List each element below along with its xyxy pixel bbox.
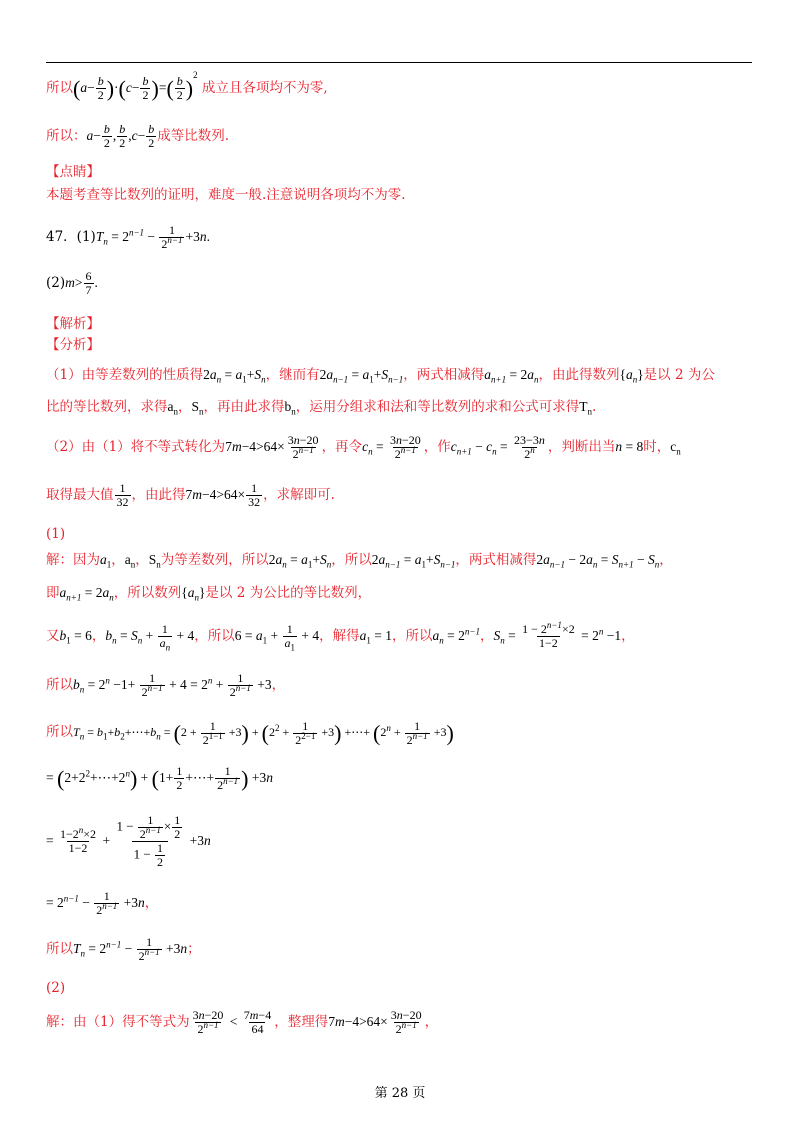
solution-line-9: 所以$T_n = 2^{n-1}$ − $\frac{1}{2^{n-1}}$ +3n； — [46, 935, 201, 964]
fenxi-header: 【分析】 — [46, 337, 100, 353]
solution-part-2-label: (2) — [46, 980, 66, 996]
fenxi-line-4: 取得最大值 $\frac{1}{32}$ ，由此得7m−4>64× $\frac{1}{32}$ ，求解即可. — [46, 481, 335, 510]
dianjing-header: 【点睛】 — [46, 164, 100, 180]
solution-line-4: 所以$b_n = 2^n -1+$ $\frac{1}{2^{n-1}}$ + $4 = 2^n$ + $\frac{1}{2^{n-1}}$ +3， — [46, 671, 286, 700]
fenxi-line-2: 比的等比数列，求得$a_n$，$S_n$，再由此求得$b_n$，运用分组求和法和等比数列的求和公式可求得$T_n$. — [46, 399, 597, 417]
solution-line-10: 解：由（1）得不等式为 $\frac{3n-20}{2^{n-1}}$ < $\frac{7m-4}{64}$ ，整理得7m−4>64× $\frac{3n-20}{2^{n-1}}$ ， — [46, 1008, 439, 1037]
fenxi-line-1: （1）由等差数列的性质得$2a_n = a_1+S_n$，继而有$2a_{n-1} = a_1+S_{n-1}$，两式相减得$a_{n+1} = 2a_n$，由此得数列$\{a_n\}$是以 2 为公 — [46, 367, 715, 385]
line-geometric-sequence: 所以：a− $\frac{b}{2}$ , $\frac{b}{2}$ ,c− $\frac{b}{2}$ 成等比数列. — [46, 122, 230, 151]
jiexi-header: 【解析】 — [46, 316, 100, 332]
q47-answer-1: 47．$(1)T_n = 2^{n-1}$ − $\frac{1}{2^{n-1}}$ +3n. — [46, 223, 210, 252]
fenxi-line-3: （2）由（1）将不等式转化为7m−4>64× $\frac{3n-20}{2^{n-1}}$ ，再令$c_n$ = $\frac{3n-20}{2^{n-1}}$ ，作$c_{n+1} - c_n$ = $\frac{23-3n}{2^n}$ ，判断出当n = 8时，$c_n$ — [46, 433, 681, 462]
header-rule — [46, 62, 752, 63]
page-number: 第 28 页 — [374, 1086, 426, 1101]
dianjing-text: 本题考查等比数列的证明，难度一般.注意说明各项均不为零. — [46, 187, 406, 203]
solution-line-2: 即$a_{n+1} = 2a_n$，所以数列$\{a_n\}$是以 2 为公比的等比数列， — [46, 585, 372, 603]
solution-line-7: = $\frac{1-2^n\times 2}{1-2}$ + 1 − $\frac{1}{2^{n-1}}$ × $\frac{1}{2}$ 1 − $\frac{1}{2}$ +3n — [46, 813, 211, 870]
solution-line-1: 解：因为$a_1$，$a_n$，$S_n$为等差数列，所以$2a_n = a_1+S_n$，所以$2a_{n-1} = a_1+S_{n-1}$，两式相减得$2a_{n-1} - 2a_n = S_{n+1} - S_n$， — [46, 552, 673, 570]
solution-line-5: 所以$T_n$ = $b_1+b_2+\cdots+b_n = (2$ + $\frac{1}{2^{1-1}}$ $+3) + (2^2$ + $\frac{1}{2^{2-1}}$ +3) +⋯+ ($2^n$ + $\frac{1}{2^{n-1}}$ +3) — [46, 718, 454, 747]
line-proof-condition: 所以(a− $\frac{b}{2}$ )·(c− $\frac{b}{2}$ )=( $\frac{b}{2}$ )$^2$ 成立且各项均不为零, — [46, 70, 328, 103]
solution-part-1-label: (1) — [46, 526, 66, 542]
solution-line-3: 又$b_1 = 6$，$b_n = S_n$ + $\frac{1}{a_n}$ + 4，所以$6 = a_1$ + $\frac{1}{a_1}$ + 4，解得$a_1 = 1$，所以$a_n = 2^{n-1}$，$S_n$ = $\frac{1 - 2^{n-1}\times 2}{1-2}$ = $2^n -1$， — [46, 620, 635, 653]
solution-line-8: = $2^{n-1}$ − $\frac{1}{2^{n-1}}$ +3n， — [46, 889, 159, 918]
q47-answer-2: (2)m> $\frac{6}{7}$ . — [46, 269, 98, 298]
solution-line-6: = $(2+2^2+\cdots+2^n) + (1+$ $\frac{1}{2}$ +⋯+ $\frac{1}{2^{n-1}}$ ) +3n — [46, 764, 273, 793]
